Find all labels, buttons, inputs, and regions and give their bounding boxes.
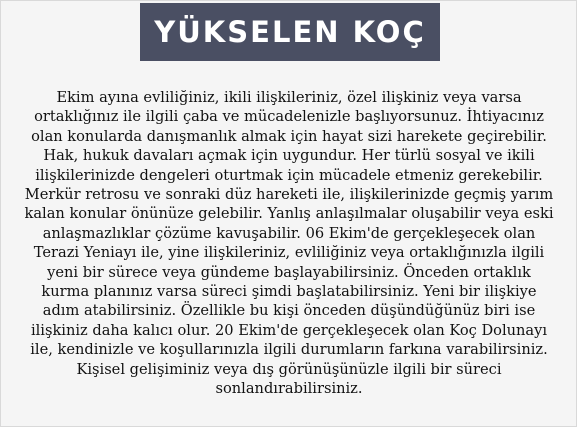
title-banner xyxy=(140,3,440,61)
article-text: Ekim ayına evliliğiniz, ikili ilişkileriniz, özel ilişkiniz veya varsa ortaklığınız ile ilgili çaba ve mücadelenizle başlıyorsunuz. İhtiyacınız olan konularda danışmanlık almak için hayat sizi harekete geçirebilir. Hak, hukuk davaları açmak için uygundur. Her türlü sosyal ve ikili ilişkilerinizde dengeleri oturtmak için mücadele etmeniz gerekebilir. Merkür retrosu ve sonraki düz hareketi ile, ilişkilerinizde geçmiş yarım kalan konular önünüze gelebilir. Yanlış anlaşılmalar oluşabilir veya eski anlaşmazlıklar çözüme kavuşabilir. 06 Ekim'de gerçekleşecek olan Terazi Yeniayı ile, yine ilişkileriniz, evliliğiniz veya ortaklığınızla ilgili yeni bir sürece veya gündeme başlayabilirsiniz. Önceden ortaklık kurma planınız varsa süreci şimdi başlatabilirsiniz. Yeni bir ilişkiye adım atabilirsiniz. Özellikle bu kişi önceden düşündüğünüz biri ise ilişkiniz daha kalıcı olur. 20 Ekim'de gerçekleşecek olan Koç Dolunayı ile, kendinizle ve koşullarınızla ilgili durumların farkına varabilirsiniz. Kişisel gelişiminiz veya dış görünüşünüzle ilgili bir süreci sonlandırabilirsiniz. xyxy=(24,89,554,398)
page-title: YÜKSELEN KOÇ xyxy=(154,15,426,49)
